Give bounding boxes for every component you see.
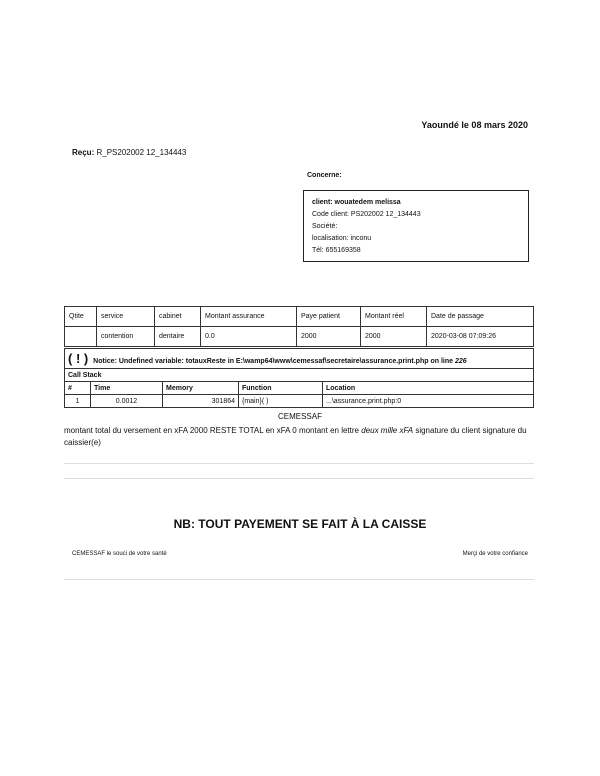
divider: [64, 463, 534, 464]
footer-slogan: CEMESSAF le souci de votre santé: [72, 551, 167, 557]
table-cell: ...\assurance.print.php:0: [323, 395, 534, 408]
table-cell: 2000: [361, 327, 427, 347]
call-stack-title: Call Stack: [65, 369, 534, 382]
client-name: client: wouatedem melissa: [312, 199, 401, 206]
warning-icon: ( ! ): [68, 351, 89, 366]
services-table: [64, 306, 534, 347]
signature-text: signature du client signature du caissier(e): [64, 426, 527, 447]
table-header-row: [65, 307, 534, 327]
notice-message: Notice: Undefined variable: totauxReste in E:\wamp64\www\cemessaf\secretaire\assurance.print.php on line: [93, 358, 454, 365]
client-localisation: localisation: inconu: [312, 235, 372, 242]
column-header: cabinet: [155, 307, 201, 327]
table-cell: dentaire: [155, 327, 201, 347]
table-cell: 2000: [297, 327, 361, 347]
column-header: Time: [91, 382, 163, 395]
montant-text: montant total du versement en xFA 2000 RESTE TOTAL en xFA 0 montant en lettre: [64, 426, 359, 435]
table-cell: 2020-03-08 07:09:26: [427, 327, 534, 347]
montant-en-lettre: deux mille xFA: [361, 426, 414, 435]
table-row: [65, 327, 534, 347]
client-code: Code client: PS202002 12_134443: [312, 211, 421, 218]
column-header: Date de passage: [427, 307, 534, 327]
column-header: Location: [323, 382, 534, 395]
receipt-date: Yaoundé le 08 mars 2020: [421, 120, 528, 130]
notice-line-number: 226: [454, 358, 467, 365]
client-tel: Tél: 655169358: [312, 247, 361, 254]
concerne-label: Concerne:: [307, 172, 342, 179]
client-info-box: [303, 190, 529, 262]
footer-thanks: Merçi de votre confiance: [462, 551, 528, 557]
receipt-number: [72, 148, 186, 157]
php-notice: [64, 348, 534, 368]
receipt-label: Reçu:: [72, 148, 95, 157]
column-header: Montant assurance: [201, 307, 297, 327]
column-header: Memory: [163, 382, 239, 395]
nb-notice: NB: TOUT PAYEMENT SE FAIT À LA CAISSE: [173, 517, 427, 531]
table-row: [65, 395, 534, 408]
receipt-value: R_PS202002 12_134443: [96, 148, 187, 157]
column-header: #: [65, 382, 91, 395]
column-header: Montant réel: [361, 307, 427, 327]
stack-header-row: [65, 382, 534, 395]
cemessaf-label: CEMESSAF: [277, 412, 322, 421]
table-cell: 301864: [163, 395, 239, 408]
montant-paragraph: [64, 425, 534, 449]
column-header: Paye patient: [297, 307, 361, 327]
table-cell: 1: [65, 395, 91, 408]
call-stack-table: [64, 368, 534, 408]
column-header: service: [97, 307, 155, 327]
table-cell: contention: [97, 327, 155, 347]
divider: [64, 478, 534, 479]
table-cell: {main}( ): [239, 395, 323, 408]
table-cell: 0.0012: [91, 395, 163, 408]
call-stack-title-row: [65, 369, 534, 382]
client-societe: Société:: [312, 223, 338, 230]
table-cell: [65, 327, 97, 347]
divider: [64, 579, 534, 580]
column-header: Qtite: [65, 307, 97, 327]
column-header: Function: [239, 382, 323, 395]
table-cell: 0.0: [201, 327, 297, 347]
